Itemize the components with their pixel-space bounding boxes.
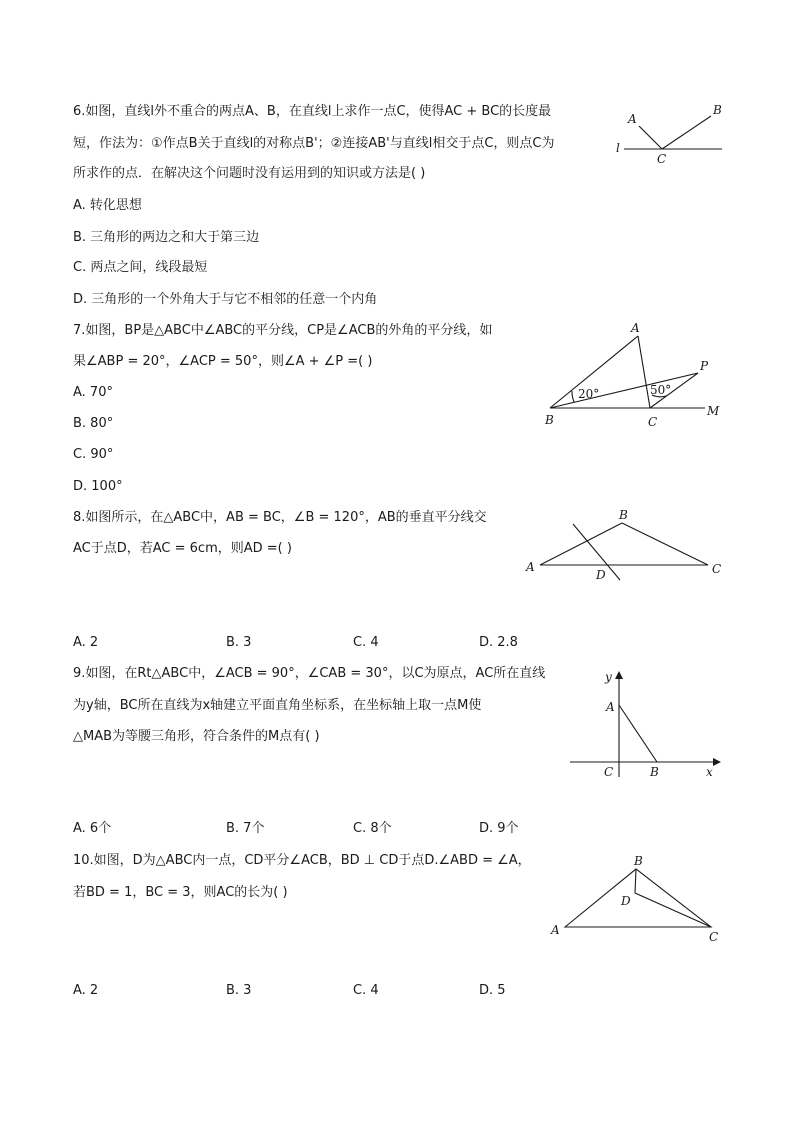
q6-option-c[interactable]: C. 两点之间，线段最短 [73,260,208,275]
q10-option-a[interactable]: A. 2 [73,983,99,998]
q9-option-c[interactable]: C. 8个 [353,821,392,836]
q7-option-a[interactable]: A. 70° [73,385,113,400]
q7-label-m: M [707,404,720,418]
q10-triangle-abc [565,869,711,927]
q6-label-b: B [713,103,722,117]
q6-stem-line-1: 6.如图，直线l外不重合的两点A、B，在直线l上求作一点C，使得AC + BC的长度最 [73,104,552,119]
q9-stem-line-2: 为y轴，BC所在直线为x轴建立平面直角坐标系，在坐标轴上取一点M使 [73,698,482,713]
q9-label-c: C [604,765,614,779]
q10-stem-line-2: 若BD = 1，BC = 3，则AC的长为( ) [73,885,288,900]
q7-option-b[interactable]: B. 80° [73,416,114,431]
q8-stem-line-2: AC于点D，若AC = 6cm，则AD =( ) [73,541,292,556]
q8-label-a: A [526,560,535,574]
q10-stem-line-1: 10.如图，D为△ABC内一点，CD平分∠ACB，BD ⊥ CD于点D.∠ABD = ∠A， [73,853,531,868]
q9-stem-line-3: △MAB为等腰三角形，符合条件的M点有( ) [73,729,320,744]
q8-option-d[interactable]: D. 2.8 [479,635,518,650]
q10-label-d: D [621,894,631,908]
q10-option-d[interactable]: D. 5 [479,983,506,998]
q9-x-axis-arrow [713,758,721,766]
q8-stem-line-1: 8.如图所示，在△ABC中，AB = BC，∠B = 120°，AB的垂直平分线交 [73,510,487,525]
q10-option-b[interactable]: B. 3 [226,983,252,998]
q6-figure [610,98,725,168]
q7-label-p: P [700,359,709,373]
q7-label-c: C [648,415,658,429]
q8-label-b: B [619,508,628,522]
q7-segment-ac [638,336,650,408]
q6-option-a[interactable]: A. 转化思想 [73,198,142,213]
q9-label-a: A [606,700,615,714]
q6-segment-ac [639,126,662,149]
q9-y-axis-arrow [615,671,623,679]
q8-label-d: D [596,568,606,582]
q8-label-c: C [712,562,722,576]
q9-label-b: B [650,765,659,779]
q7-stem-line-2: 果∠ABP = 20°，∠ACP = 50°，则∠A + ∠P =( ) [73,354,373,369]
q9-label-y: y [605,670,612,684]
q9-segment-ab [619,705,657,762]
q9-figure [565,665,725,780]
q8-option-b[interactable]: B. 3 [226,635,252,650]
q9-stem-line-1: 9.如图，在Rt△ABC中，∠ACB = 90°，∠CAB = 30°，以C为原点，AC所在直线 [73,666,546,681]
q8-figure [520,505,730,585]
q7-angle-label-20: 20° [578,387,600,401]
q6-option-d[interactable]: D. 三角形的一个外角大于与它不相邻的任意一个内角 [73,292,378,307]
q9-option-a[interactable]: A. 6个 [73,821,112,836]
q8-segment-ab [540,523,622,565]
q6-stem-line-2: 短，作法为：①作点B关于直线l的对称点B'；②连接AB'与直线l相交于点C，则点C为 [73,136,555,151]
q8-option-a[interactable]: A. 2 [73,635,99,650]
q7-angle-label-50: 50° [650,383,672,397]
q6-stem-line-3: 所求作的点．在解决这个问题时没有运用到的知识或方法是( ) [73,166,426,181]
q8-option-c[interactable]: C. 4 [353,635,379,650]
q7-option-d[interactable]: D. 100° [73,479,123,494]
q9-option-d[interactable]: D. 9个 [479,821,519,836]
q10-segment-bd [635,869,636,893]
q6-label-l: l [616,141,620,155]
q6-label-c: C [657,152,667,166]
q9-option-b[interactable]: B. 7个 [226,821,265,836]
q10-figure [545,850,725,945]
q7-angle-arc-b [572,391,574,402]
q7-option-c[interactable]: C. 90° [73,447,114,462]
q9-label-x: x [706,765,713,779]
q10-label-b: B [634,854,643,868]
q7-figure [540,318,730,433]
q7-label-b: B [545,413,554,427]
q8-segment-bc [622,523,708,565]
q10-option-c[interactable]: C. 4 [353,983,379,998]
q10-label-c: C [709,930,719,944]
q7-label-a: A [631,321,640,335]
q7-stem-line-1: 7.如图，BP是△ABC中∠ABC的平分线，CP是∠ACB的外角的平分线，如 [73,323,493,338]
q6-option-b[interactable]: B. 三角形的两边之和大于第三边 [73,230,260,245]
q6-label-a: A [628,112,637,126]
q6-segment-bc [662,116,711,149]
q10-label-a: A [551,923,560,937]
